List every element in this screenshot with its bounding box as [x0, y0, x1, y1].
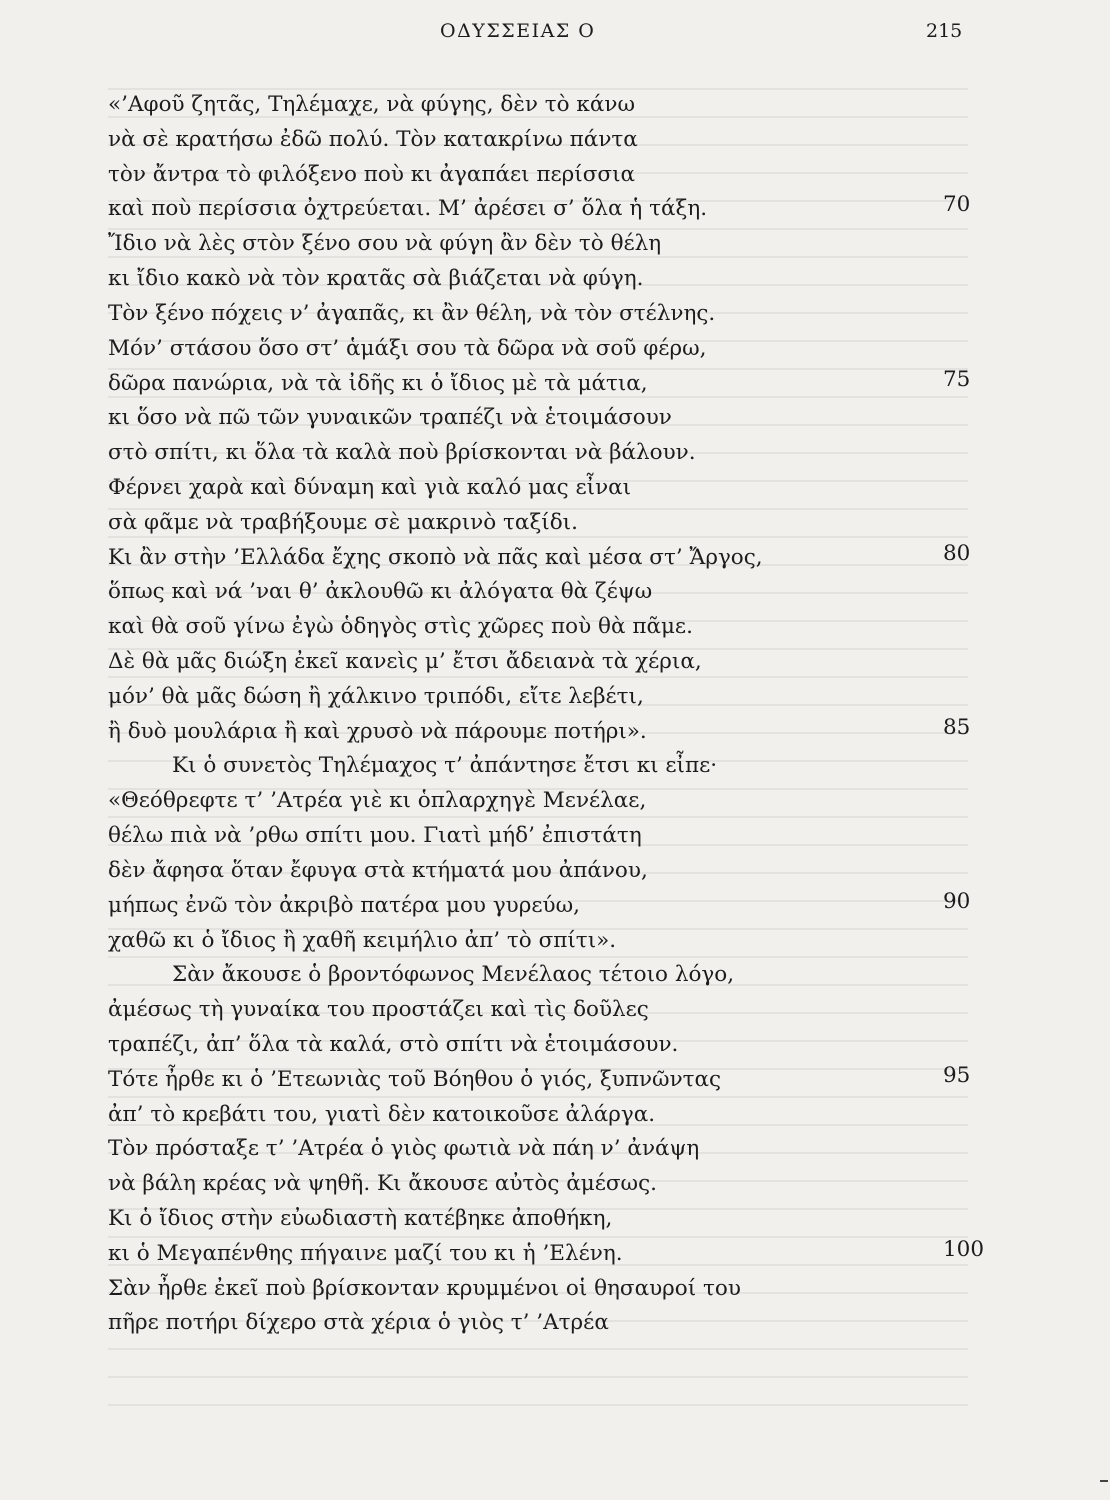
verse-text: «’Αφοῦ ζητᾶς, Τηλέμαχε, νὰ φύγης, δὲν τὸ κάνω	[108, 92, 635, 117]
verse-line	[108, 958, 1008, 993]
verse-text: Σὰν ἄκουσε ὁ βροντόφωνος Μενέλαος τέτοιο λόγο,	[172, 962, 735, 988]
verse-line	[108, 575, 1008, 610]
verse-text: Μόν’ στάσου ὅσο στ’ ἁμάξι σου τὰ δῶρα νὰ σοῦ φέρω,	[108, 335, 707, 361]
verse-text: θέλω πιὰ νὰ ’ρθω σπίτι μου. Γιατὶ μήδ’ ἐπιστάτη	[108, 823, 642, 849]
verse-text: ἀμέσως τὴ γυναίκα του προστάζει καὶ τὶς δοῦλες	[108, 997, 649, 1023]
verse-line	[108, 192, 1008, 227]
verse-text: νὰ βάλη κρέας νὰ ψηθῆ. Κι ἄκουσε αὐτὸς ἀμέσως.	[108, 1171, 657, 1197]
page-number: 215	[926, 20, 963, 42]
verse-line	[108, 889, 1008, 924]
verse-line	[108, 401, 1008, 436]
line-number: 70	[943, 192, 971, 218]
line-number: 100	[943, 1236, 985, 1262]
verse-text: μήπως ἐνῶ τὸν ἀκριβὸ πατέρα μου γυρεύω,	[108, 892, 580, 918]
verse-text: πῆρε ποτήρι δίχερο στὰ χέρια ὁ γιὸς τ’ ’Ατρέα	[108, 1310, 609, 1336]
verse-text: κι ἴδιο κακὸ νὰ τὸν κρατᾶς σὰ βιάζεται νὰ φύγη.	[108, 266, 644, 292]
verse-line	[108, 1132, 1008, 1167]
verse-text: ἢ δυὸ μουλάρια ἢ καὶ χρυσὸ νὰ πάρουμε ποτήρι».	[108, 718, 647, 744]
verse-text: τὸν ἄντρα τὸ φιλόξενο ποὺ κι ἀγαπάει περίσσια	[108, 161, 636, 187]
line-number: 95	[943, 1062, 971, 1088]
verse-text: τραπέζι, ἀπ’ ὅλα τὰ καλά, στὸ σπίτι νὰ ἑτοιμάσουν.	[108, 1031, 679, 1057]
running-title: ΟΔΥΣΣΕΙΑΣ Ο	[440, 20, 596, 42]
verse-text: Κι ἂν στὴν ’Ελλάδα ἔχης σκοπὸ νὰ πᾶς καὶ μέσα στ’ Ἄργος,	[108, 544, 763, 570]
verse-text: νὰ σὲ κρατήσω ἐδῶ πολύ. Τὸν κατακρίνω πάντα	[108, 126, 638, 152]
verse-text: στὸ σπίτι, κι ὅλα τὰ καλὰ ποὺ βρίσκονται νὰ βάλουν.	[108, 440, 696, 466]
verse-text: μόν’ θὰ μᾶς δώση ἢ χάλκινο τριπόδι, εἴτε λεβέτι,	[108, 683, 644, 709]
verse-line	[108, 1237, 1008, 1272]
verse-line	[108, 1028, 1008, 1063]
verse-line	[108, 332, 1008, 367]
verse-line	[108, 610, 1008, 645]
verse-line	[108, 88, 1008, 123]
verse-line	[108, 819, 1008, 854]
verse-text: κι ὅσο νὰ πῶ τῶν γυναικῶν τραπέζι νὰ ἑτοιμάσουν	[108, 405, 672, 431]
verse-text: καὶ ποὺ περίσσια ὀχτρεύεται. Μ’ ἀρέσει σ’ ὅλα ἡ τάξη.	[108, 196, 708, 222]
verse-text: σὰ φᾶμε νὰ τραβήξουμε σὲ μακρινὸ ταξίδι.	[108, 509, 578, 535]
edge-mark	[1100, 1480, 1108, 1482]
verse-text: δὲν ἄφησα ὅταν ἔφυγα στὰ κτήματά μου ἀπάνου,	[108, 857, 648, 883]
verse-line	[108, 541, 1008, 576]
verse-line	[108, 854, 1008, 889]
line-number: 80	[943, 540, 971, 566]
verse-line	[108, 645, 1008, 680]
verse-line	[108, 436, 1008, 471]
verse-text: Κι ὁ ἴδιος στὴν εὐωδιαστὴ κατέβηκε ἀποθήκη,	[108, 1206, 613, 1231]
line-number: 85	[943, 714, 971, 740]
verse-line	[108, 262, 1008, 297]
verse-text: καὶ θὰ σοῦ γίνω ἐγὼ ὁδηγὸς στὶς χῶρες ποὺ θὰ πᾶμε.	[108, 614, 693, 640]
verse-line	[108, 158, 1008, 193]
verse-line	[108, 784, 1008, 819]
verse-line	[108, 1167, 1008, 1202]
verse-text: Ἴδιο νὰ λὲς στὸν ξένο σου νὰ φύγη ἂν δὲν τὸ θέλη	[108, 231, 662, 257]
verse-line	[108, 1272, 1008, 1307]
verse-text: κι ὁ Μεγαπένθης πήγαινε μαζί του κι ἡ ’Ελένη.	[108, 1240, 623, 1266]
verse-line	[108, 715, 1008, 750]
verse-text: χαθῶ κι ὁ ἴδιος ἢ χαθῆ κειμήλιο ἀπ’ τὸ σπίτι».	[108, 927, 617, 953]
verse-text: Τὸν ξένο πόχεις ν’ ἀγαπᾶς, κι ἂν θέλη, νὰ τὸν στέλνης.	[108, 300, 716, 326]
line-number: 90	[943, 888, 971, 914]
verse-text: «Θεόθρεφτε τ’ ’Ατρέα γιὲ κι ὁπλαρχηγὲ Μενέλαε,	[108, 788, 647, 814]
verse-text: Φέρνει χαρὰ καὶ δύναμη καὶ γιὰ καλό μας εἶναι	[108, 474, 632, 500]
verse-line	[108, 680, 1008, 715]
verse-text: Κι ὁ συνετὸς Τηλέμαχος τ’ ἀπάντησε ἔτσι κι εἶπε·	[172, 753, 718, 779]
line-number: 75	[943, 366, 971, 392]
verse-line	[108, 1063, 1008, 1098]
verse-text: Σὰν ἦρθε ἐκεῖ ποὺ βρίσκονταν κρυμμένοι οἱ θησαυροί του	[108, 1275, 741, 1301]
verse-line	[108, 367, 1008, 402]
verse-text: ὅπως καὶ νά ’ναι θ’ ἀκλουθῶ κι ἀλόγατα θὰ ζέψω	[108, 579, 653, 605]
verse-text: Τὸν πρόσταξε τ’ ’Ατρέα ὁ γιὸς φωτιὰ νὰ πάη ν’ ἀνάψη	[108, 1136, 700, 1162]
verse-text: δῶρα πανώρια, νὰ τὰ ἰδῆς κι ὁ ἴδιος μὲ τὰ μάτια,	[108, 370, 648, 396]
verse-line	[108, 993, 1008, 1028]
verse-text: Τότε ἦρθε κι ὁ ’Ετεωνιὰς τοῦ Βόηθου ὁ γιός, ξυπνῶντας	[108, 1066, 722, 1092]
page-header	[0, 20, 1110, 50]
verse-line	[108, 749, 1008, 784]
verse-line	[108, 1202, 1008, 1237]
verse-block	[108, 88, 1008, 1341]
verse-text: Δὲ θὰ μᾶς διώξη ἐκεῖ κανεὶς μ’ ἔτσι ἄδειανὰ τὰ χέρια,	[108, 649, 702, 674]
verse-line	[108, 506, 1008, 541]
verse-line	[108, 1098, 1008, 1133]
verse-line	[108, 123, 1008, 158]
verse-line	[108, 924, 1008, 959]
verse-line	[108, 471, 1008, 506]
verse-line	[108, 297, 1008, 332]
verse-line	[108, 1306, 1008, 1341]
verse-text: ἀπ’ τὸ κρεβάτι του, γιατὶ δὲν κατοικοῦσε ἀλάργα.	[108, 1101, 656, 1127]
verse-line	[108, 227, 1008, 262]
